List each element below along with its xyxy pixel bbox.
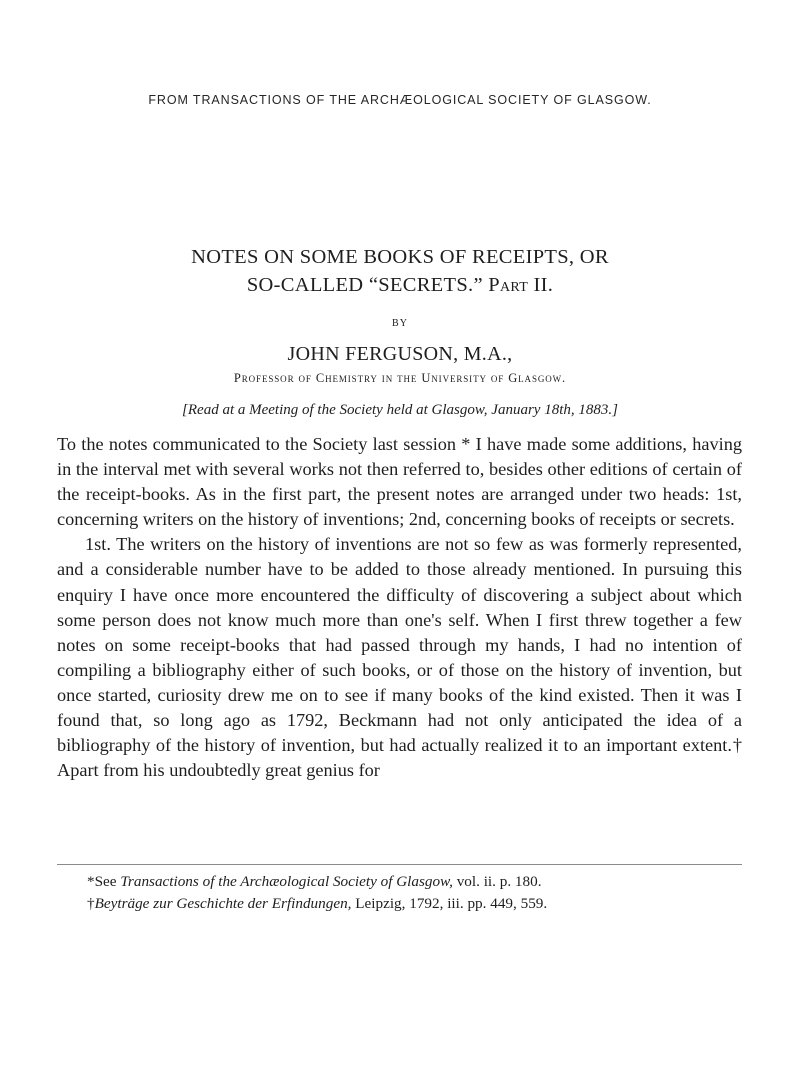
article-title: [0, 243, 800, 299]
footnote-1: [57, 871, 742, 893]
footnote-divider: [57, 864, 742, 865]
footnote-source-title: Transactions of the Archæological Society of Glasgow,: [120, 873, 453, 890]
title-part-label: Part II.: [488, 274, 554, 296]
paragraph-2: 1st. The writers on the history of inventions are not so few as was formerly represented, and a considerable number have to be added to those already mentioned. In pursuing this enquiry I have once more encountered the difficulty of discovering a subject about which some person does not know much more than one's self. When I first threw together a few notes on some receipt-books that had passed through my hands, I had no intention of compiling a bibliography either of such books, or of those on the history of invention, but once started, curiosity drew me on to see if many books of the kind existed. Then it was I found that, so long ago as 1792, Beckmann had not only anticipated the idea of a bibliography of the history of invention, but had actually realized it to an important extent.† Apart from his undoubtedly great genius for: [57, 534, 742, 781]
paragraph-1: To the notes communicated to the Society last session * I have made some additions, having in the interval met with several works not then referred to, besides other editions of certain of the receipt-books. As in the first part, the present notes are arranged under two heads: 1st, concerning writers on the history of inventions; 2nd, concerning books of receipts or secrets.: [57, 434, 742, 530]
footnote-reference: vol. ii. p. 180.: [456, 873, 542, 890]
author-affiliation: Professor of Chemistry in the University of Glasgow.: [233, 371, 567, 385]
title-line-1: NOTES ON SOME BOOKS OF RECEIPTS, OR: [191, 246, 609, 268]
title-line-2-main: SO-CALLED “SECRETS.”: [246, 274, 483, 296]
running-head: FROM TRANSACTIONS OF THE ARCHÆOLOGICAL SOCIETY OF GLASGOW.: [148, 93, 652, 107]
author-name: JOHN FERGUSON, M.A.,: [287, 343, 513, 365]
read-note: [Read at a Meeting of the Society held at Glasgow, January 18th, 1883.]: [182, 402, 618, 418]
footnote-mark: *: [87, 873, 95, 890]
byline: BY: [392, 318, 408, 329]
footnote-lead: See: [94, 873, 117, 890]
body-text: [57, 432, 742, 783]
footnote-source-title: Beyträge zur Geschichte der Erfindungen,: [94, 894, 352, 912]
footnote-mark: †: [87, 894, 95, 912]
title-line-2: [0, 271, 800, 299]
footnote-reference: Leipzig, 1792, iii. pp. 449, 559.: [355, 894, 548, 912]
footnote-2: [57, 893, 742, 915]
footnotes: [57, 871, 742, 914]
